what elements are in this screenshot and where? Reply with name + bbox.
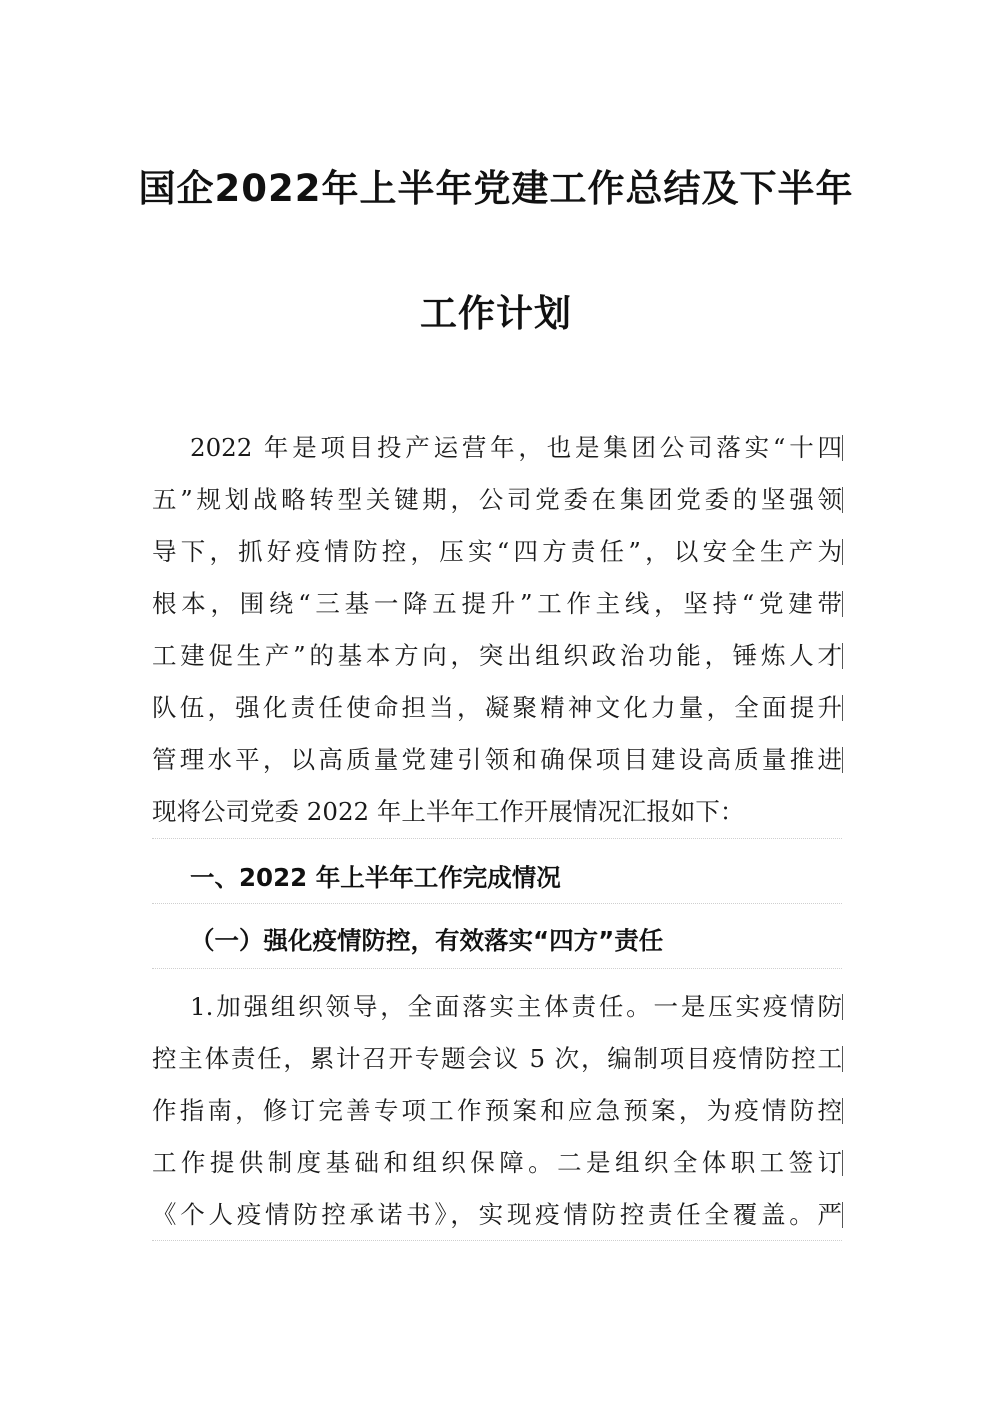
intro-line: 管理水平，以高质量党建引领和确保项目建设高质量推进 [152,745,842,774]
subsection-heading: （一）强化疫情防控，有效落实“四方”责任 [190,926,664,955]
paragraph-line: 作指南，修订完善专项工作预案和应急预案，为疫情防控 [152,1096,842,1125]
line-rule [152,968,842,969]
intro-line: 根本，围绕“三基一降五提升”工作主线，坚持“党建带 [152,589,842,618]
intro-line: 现将公司党委 2022 年上半年工作开展情况汇报如下： [152,797,745,826]
paragraph-line: 控主体责任，累计召开专题会议 5 次，编制项目疫情防控工 [152,1044,842,1073]
intro-line: 导下，抓好疫情防控，压实“四方责任”，以安全生产为 [152,537,842,566]
margin-mark [842,487,843,513]
margin-mark [842,1202,843,1228]
intro-line: 2022 年是项目投产运营年，也是集团公司落实“十四 [190,433,842,462]
line-rule [152,838,842,839]
intro-line: 队伍，强化责任使命担当，凝聚精神文化力量，全面提升 [152,693,842,722]
document-title-line-1: 国企2022年上半年党建工作总结及下半年 [138,167,854,210]
intro-line: 工建促生产”的基本方向，突出组织政治功能，锤炼人才 [152,641,842,670]
margin-mark [842,747,843,773]
margin-mark [842,1150,843,1176]
paragraph-line: 《个人疫情防控承诺书》，实现疫情防控责任全覆盖。严 [152,1200,842,1229]
line-rule [152,1240,842,1241]
intro-line: 五”规划战略转型关键期，公司党委在集团党委的坚强领 [152,485,842,514]
paragraph-line: 1.加强组织领导，全面落实主体责任。一是压实疫情防 [190,992,842,1021]
line-rule [152,903,842,904]
paragraph-line: 工作提供制度基础和组织保障。二是组织全体职工签订 [152,1148,842,1177]
margin-mark [842,1046,843,1072]
section-heading: 一、2022 年上半年工作完成情况 [190,863,561,892]
margin-mark [842,643,843,669]
document-title-line-2: 工作计划 [420,292,572,335]
margin-mark [842,435,843,461]
margin-mark [842,695,843,721]
margin-mark [842,591,843,617]
margin-mark [842,1098,843,1124]
margin-mark [842,994,843,1020]
margin-mark [842,539,843,565]
